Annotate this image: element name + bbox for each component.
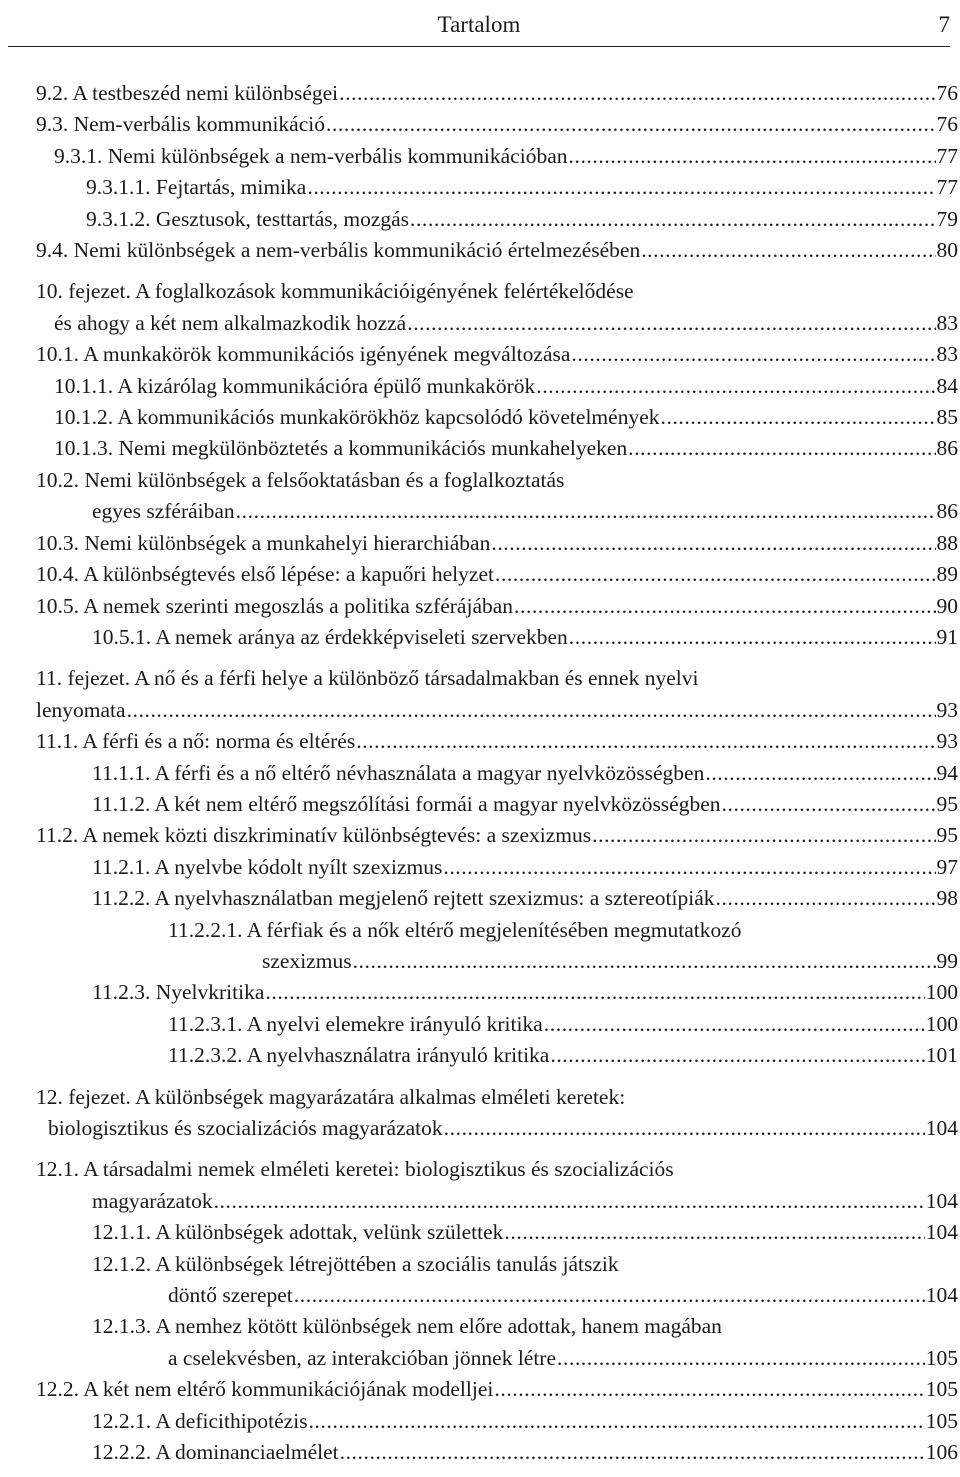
dot-leader <box>294 1280 925 1311</box>
toc-entry-title: 11.2.1. A nyelvbe kódolt nyílt szexizmus <box>92 854 443 879</box>
toc-entry-line: 12.1. A társadalmi nemek elméleti keretei: biologisztikus és szocializációs <box>36 1157 674 1182</box>
toc-entry-title: 11.2.3. Nyelvkritika <box>92 980 265 1005</box>
toc-entry-title: 9.4. Nemi különbségek a nem-verbális kommunikáció értelmezésében <box>36 238 641 263</box>
toc-entry <box>0 1437 960 1468</box>
toc-page-number: 94 <box>936 760 958 785</box>
toc-page-number: 106 <box>925 1440 958 1465</box>
toc-entry-line: 11.2.2.1. A férfiak és a nők eltérő megjelenítésében megmutatkozó <box>168 917 742 942</box>
dot-leader <box>407 308 935 339</box>
toc-page-number: 100 <box>925 980 958 1005</box>
toc-entry <box>0 915 960 978</box>
dot-leader <box>557 1343 925 1374</box>
toc-page-number: 83 <box>936 342 958 367</box>
dot-leader <box>494 1374 924 1405</box>
toc-entry-title: döntő szerepet <box>168 1283 293 1308</box>
toc-entry-line: 10.2. Nemi különbségek a felsőoktatásban és a foglalkoztatás <box>36 467 565 492</box>
toc-page-number: 77 <box>936 143 958 168</box>
dot-leader <box>340 1437 925 1468</box>
toc-entry-title: 12.1.1. A különbségek adottak, velünk születtek <box>92 1220 504 1245</box>
toc-page-number: 104 <box>925 1220 958 1245</box>
toc-entry <box>0 622 960 653</box>
toc-entry-title: 9.3.1. Nemi különbségek a nem-verbális kommunikációban <box>54 143 568 168</box>
toc-entry <box>0 528 960 559</box>
dot-leader <box>504 1217 924 1248</box>
toc-entry <box>0 1406 960 1437</box>
toc-entry-title: biologisztikus és szocializációs magyarázatok <box>48 1116 443 1140</box>
toc-entry <box>0 109 960 140</box>
toc-entry <box>0 235 960 266</box>
toc-entry-title: 12.2.2. A dominanciaelmélet <box>92 1440 339 1465</box>
toc-entry <box>0 1311 960 1374</box>
dot-leader <box>641 235 935 266</box>
running-header-page-number: 7 <box>938 12 950 37</box>
toc-page-number: 104 <box>925 1116 958 1140</box>
dot-leader <box>444 1113 925 1144</box>
dot-leader <box>571 339 935 370</box>
toc-entry-line: 12.1.3. A nemhez kötött különbségek nem előre adottak, hanem magában <box>92 1314 722 1339</box>
toc-entry-title: 9.3. Nem-verbális kommunikáció <box>36 112 325 137</box>
dot-leader <box>569 622 936 653</box>
toc-entry-title: 9.3.1.2. Gesztusok, testtartás, mozgás <box>86 206 410 231</box>
toc-entry <box>0 1154 960 1217</box>
dot-leader <box>339 78 935 109</box>
toc-entry-title: egyes szféráiban <box>92 499 235 524</box>
toc-page-number: 76 <box>936 81 958 105</box>
toc-entry-title: magyarázatok <box>92 1188 213 1213</box>
toc-page-number: 100 <box>925 1011 958 1036</box>
toc-page-number: 76 <box>936 112 958 137</box>
toc-entry-title: 10.3. Nemi különbségek a munkahelyi hierarchiában <box>36 530 491 555</box>
dot-leader <box>705 758 935 789</box>
toc-page-number: 105 <box>925 1408 958 1433</box>
toc-entry <box>0 883 960 914</box>
dot-leader <box>356 726 935 757</box>
toc-entry <box>0 1217 960 1248</box>
toc-entry <box>0 402 960 433</box>
toc-entry <box>0 78 960 109</box>
table-of-contents <box>0 78 960 1468</box>
dot-leader <box>307 172 935 203</box>
dot-leader <box>127 695 936 726</box>
toc-page-number: 77 <box>936 175 958 200</box>
dot-leader <box>495 559 936 590</box>
toc-entry <box>0 339 960 370</box>
toc-page-number: 90 <box>936 593 958 618</box>
toc-page-number: 84 <box>936 373 958 398</box>
toc-entry-title: 11.2.2. A nyelvhasználatban megjelenő rejtett szexizmus: a sztereotípiák <box>92 886 715 911</box>
dot-leader <box>265 977 924 1008</box>
toc-entry <box>0 465 960 528</box>
toc-entry <box>0 1374 960 1405</box>
dot-leader <box>544 1009 925 1040</box>
dot-leader <box>722 789 936 820</box>
toc-entry-title: 11.2. A nemek közti diszkriminatív különbségtevés: a szexizmus <box>36 823 592 848</box>
dot-leader <box>661 402 936 433</box>
toc-page-number: 105 <box>925 1345 958 1370</box>
toc-entry <box>0 789 960 820</box>
toc-entry-title: szexizmus <box>262 948 352 973</box>
toc-page-number: 97 <box>936 854 958 879</box>
toc-entry <box>0 172 960 203</box>
toc-entry-title: 11.2.3.1. A nyelvi elemekre irányuló kritika <box>168 1011 543 1036</box>
toc-entry-line: 12. fejezet. A különbségek magyarázatára alkalmas elméleti keretek: <box>36 1084 626 1109</box>
dot-leader <box>628 433 935 464</box>
toc-entry-title: 10.1.1. A kizárólag kommunikációra épülő munkakörök <box>54 373 536 398</box>
toc-page-number: 89 <box>936 562 958 587</box>
toc-entry-line: 11. fejezet. A nő és a férfi helye a különböző társadalmakban és ennek nyelvi <box>36 666 699 691</box>
toc-entry <box>0 1249 960 1312</box>
toc-entry-title: 10.1.2. A kommunikációs munkakörökhöz kapcsolódó követelmények <box>54 405 660 430</box>
dot-leader <box>353 946 936 977</box>
toc-page-number: 95 <box>936 823 958 848</box>
toc-page-number: 99 <box>936 948 958 973</box>
toc-entry-title: lenyomata <box>36 697 126 722</box>
toc-entry-title: 12.2.1. A deficithipotézis <box>92 1408 308 1433</box>
toc-entry <box>0 758 960 789</box>
toc-entry-title: 9.3.1.1. Fejtartás, mimika <box>86 175 307 200</box>
toc-page-number: 93 <box>936 729 958 754</box>
toc-page-number: 88 <box>936 530 958 555</box>
toc-entry-title: 11.1. A férfi és a nő: norma és eltérés <box>36 729 356 754</box>
toc-entry <box>0 204 960 235</box>
toc-page-number: 93 <box>936 697 958 722</box>
dot-leader <box>309 1406 925 1437</box>
toc-page-number: 104 <box>925 1188 958 1213</box>
toc-entry <box>0 559 960 590</box>
toc-entry <box>0 852 960 883</box>
toc-entry <box>0 1082 960 1145</box>
toc-page-number: 86 <box>936 499 958 524</box>
dot-leader <box>536 371 935 402</box>
toc-page-number: 83 <box>936 310 958 335</box>
toc-entry-title: 10.5. A nemek szerinti megoszlás a politika szférájában <box>36 593 514 618</box>
dot-leader <box>550 1040 924 1071</box>
toc-entry-title: 10.1.3. Nemi megkülönböztetés a kommunikációs munkahelyeken <box>54 436 628 461</box>
running-header-title: Tartalom <box>437 12 521 37</box>
toc-entry <box>0 371 960 402</box>
toc-entry <box>0 726 960 757</box>
toc-entry-title: 10.5.1. A nemek aránya az érdekképviseleti szervekben <box>92 624 568 649</box>
toc-page-number: 80 <box>936 238 958 263</box>
toc-entry <box>0 591 960 622</box>
dot-leader <box>514 591 935 622</box>
toc-entry <box>0 1040 960 1071</box>
dot-leader <box>326 109 936 140</box>
toc-entry-title: 10.4. A különbségtevés első lépése: a kapuőri helyzet <box>36 562 494 587</box>
toc-entry-line: 12.1.2. A különbségek létrejöttében a szociális tanulás játszik <box>92 1251 619 1276</box>
toc-page-number: 79 <box>936 206 958 231</box>
toc-entry <box>0 820 960 851</box>
toc-page-number: 98 <box>936 886 958 911</box>
dot-leader <box>410 204 935 235</box>
dot-leader <box>592 820 935 851</box>
toc-page-number: 105 <box>925 1377 958 1402</box>
dot-leader <box>214 1186 925 1217</box>
dot-leader <box>491 528 935 559</box>
toc-entry-line: 10. fejezet. A foglalkozások kommunikációigényének felértékelődése <box>36 279 634 304</box>
toc-entry <box>0 977 960 1008</box>
toc-page-number: 85 <box>936 405 958 430</box>
toc-page-number: 91 <box>936 624 958 649</box>
toc-entry-title: 12.2. A két nem eltérő kommunikációjának modelljei <box>36 1377 494 1402</box>
toc-entry-title: 11.1.1. A férfi és a nő eltérő névhasználata a magyar nyelvközösségben <box>92 760 705 785</box>
toc-page-number: 95 <box>936 791 958 816</box>
toc-entry-title: 11.2.3.2. A nyelvhasználatra irányuló kritika <box>168 1043 550 1068</box>
dot-leader <box>569 141 936 172</box>
toc-entry <box>0 276 960 339</box>
toc-entry-title: 9.2. A testbeszéd nemi különbségei <box>36 81 339 105</box>
running-header <box>8 0 950 47</box>
toc-entry-title: 10.1. A munkakörök kommunikációs igényének megváltozása <box>36 342 571 367</box>
toc-page-number: 104 <box>925 1283 958 1308</box>
toc-page-number: 86 <box>936 436 958 461</box>
dot-leader <box>236 496 936 527</box>
toc-entry <box>0 663 960 726</box>
dot-leader <box>716 883 936 914</box>
toc-entry-title: 11.1.2. A két nem eltérő megszólítási formái a magyar nyelvközösségben <box>92 791 721 816</box>
toc-entry <box>0 1009 960 1040</box>
toc-entry-title: és ahogy a két nem alkalmazkodik hozzá <box>54 310 407 335</box>
toc-entry-title: a cselekvésben, az interakcióban jönnek létre <box>168 1345 557 1370</box>
toc-entry <box>0 141 960 172</box>
toc-page-number: 101 <box>925 1043 958 1068</box>
toc-entry <box>0 433 960 464</box>
dot-leader <box>443 852 935 883</box>
